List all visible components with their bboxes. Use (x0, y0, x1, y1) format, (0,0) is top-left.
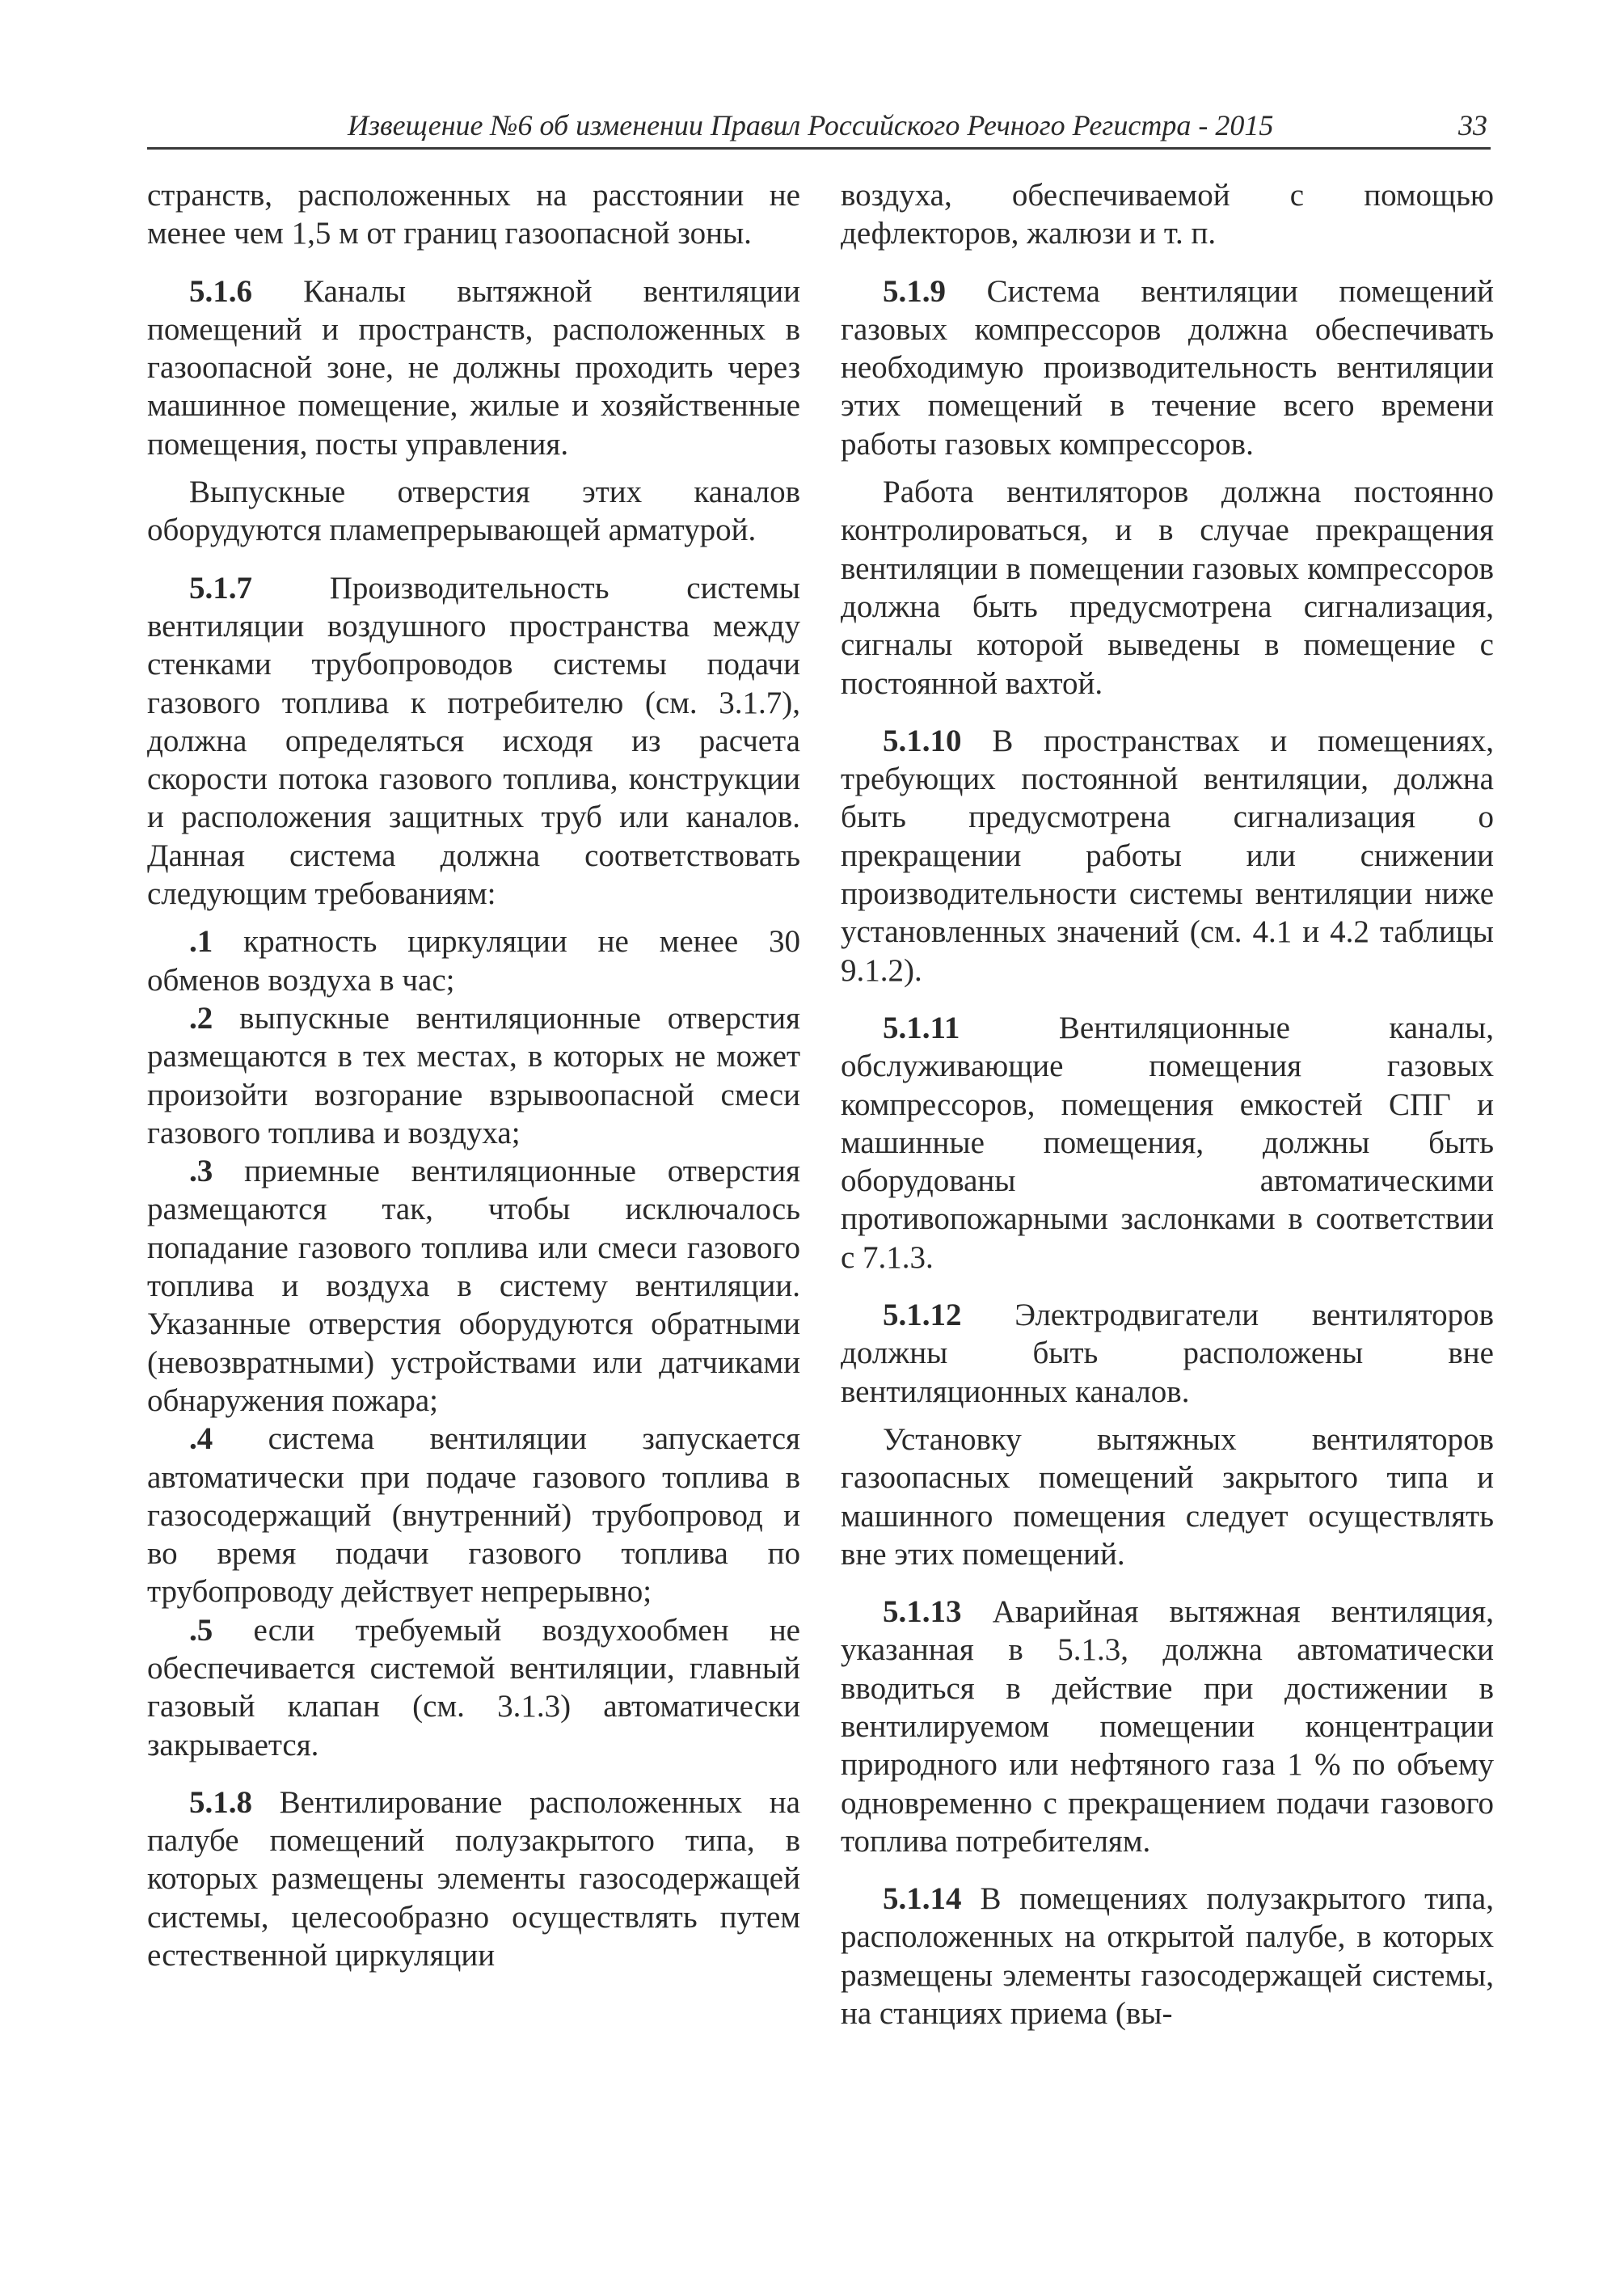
paragraph-text: Каналы вытяжной вентиляции помещений и пространств, расположенных в газоопасной зоне, не должны проходить через машинное помещение, жилые и хозяйственные помещения, посты управления. (147, 273, 800, 462)
paragraph-5-1-6 (147, 272, 800, 463)
list-item-text: приемные вентиляционные отверстия размещаются так, чтобы исключалось попадание газового топлива или смеси газового топлива и воздуха в систему вентиляции. Указанные отверстия оборудуются обратными (невозвратными) устройствами или датчиками обнаружения пожара; (147, 1154, 800, 1418)
paragraph-5-1-11 (841, 1009, 1494, 1277)
paragraph-5-1-12 (841, 1296, 1494, 1411)
list-item (147, 1420, 800, 1610)
paragraph-text: В помещениях полузакрытого типа, расположенных на открытой палубе, в которых размещены элементы газосодержащей системы, на станциях приема (вы- (841, 1881, 1494, 2032)
list-item (147, 922, 800, 999)
paragraph-text: Вентиляционные каналы, обслуживающие помещения газовых компрессоров, помещения емкостей СПГ и машинные помещения, должны быть оборудованы автоматическими противопожарными заслонками в соответствии с 7.1.3. (841, 1010, 1494, 1275)
list-item-number: .4 (189, 1421, 213, 1457)
paragraph-number: 5.1.9 (883, 273, 946, 309)
paragraph-number: 5.1.6 (189, 273, 252, 309)
paragraph-5-1-13 (841, 1593, 1494, 1860)
paragraph-number: 5.1.11 (883, 1010, 960, 1045)
paragraph-continuation: воздуха, обеспечиваемой с помощью дефлекторов, жалюзи и т. п. (841, 178, 1494, 251)
page-number: 33 (1458, 109, 1487, 141)
paragraph-text: Система вентиляции помещений газовых компрессоров должна обеспечивать необходимую производительность вентиляции этих помещений в течение всего времени работы газовых компрессоров. (841, 273, 1494, 462)
paragraph-5-1-10 (841, 722, 1494, 990)
paragraph-5-1-7 (147, 569, 800, 914)
list-item-text: если требуемый воздухообмен не обеспечивается системой вентиляции, главный газовый клапан (см. 3.1.3) автоматически закрывается. (147, 1612, 800, 1762)
paragraph-number: 5.1.8 (189, 1784, 252, 1820)
paragraph-5-1-9-extra: Работа вентиляторов должна постоянно контролироваться, и в случае прекращения вентиляции в помещении газовых компрессоров должна быть предусмотрена сигнализация, сигналы которой выведены в помещение с постоянной вахтой. (841, 475, 1494, 701)
list-item-number: .3 (189, 1154, 213, 1189)
paragraph-text: Производительность системы вентиляции воздушного пространства между стенками трубопроводов системы подачи газового топлива к потребителю (см. 3.1.7), должна определяться исходя из расчета скорости потока газового топлива, конструкции и расположения защитных труб или каналов. Данная система должна соответствовать следующим требованиям: (147, 570, 800, 912)
paragraph-number: 5.1.12 (883, 1298, 962, 1333)
paragraph-text: Вентилирование расположенных на палубе помещений полузакрытого типа, в которых размещены элементы газосодержащей системы, целесообразно осуществлять путем естественной циркуляции (147, 1784, 800, 1973)
list-item-number: .5 (189, 1612, 213, 1648)
paragraph-text: Аварийная вытяжная вентиляция, указанная в 5.1.3, должна автоматически вводиться в действие при достижении в вентилируемом помещении концентрации природного или нефтяного газа 1 % по объему одновременно с прекращением подачи газового топлива потребителям. (841, 1594, 1494, 1859)
list-item (147, 1611, 800, 1764)
list-item (147, 999, 800, 1152)
paragraph-5-1-12-extra: Установку вытяжных вентиляторов газоопасных помещений закрытого типа и машинного помещения следует осуществлять вне этих помещений. (841, 1421, 1494, 1572)
right-column (841, 176, 1494, 2032)
paragraph-5-1-14 (841, 1880, 1494, 2032)
paragraph-5-1-9 (841, 272, 1494, 463)
paragraph-text: Электродвигатели вентиляторов должны быть расположены вне вентиляционных каналов. (841, 1298, 1494, 1409)
paragraph-number: 5.1.13 (883, 1594, 962, 1630)
paragraph-text: В пространствах и помещениях, требующих постоянной вентиляции, должна быть предусмотрена сигнализация о прекращении работы или снижении производительности системы вентиляции ниже установленных значений (см. 4.1 и 4.2 таблицы 9.1.2). (841, 723, 1494, 988)
paragraph-5-1-8 (147, 1783, 800, 1974)
running-header (147, 105, 1491, 150)
paragraph-number: 5.1.10 (883, 723, 962, 758)
list-item-text: кратность циркуляции не менее 30 обменов воздуха в час; (147, 924, 800, 998)
paragraph-number: 5.1.7 (189, 570, 252, 606)
list-item-text: система вентиляции запускается автоматически при подаче газового топлива в газосодержащий (внутренний) трубопровод и во время подачи газового топлива по трубопроводу действует непрерывно; (147, 1421, 800, 1610)
header-title: Извещение №6 об изменении Правил Российского Речного Регистра - 2015 (348, 109, 1274, 141)
paragraph-continuation: странств, расположенных на расстоянии не менее чем 1,5 м от границ газоопасной зоны. (147, 178, 800, 251)
paragraph-5-1-6-extra: Выпускные отверстия этих каналов оборудуются пламепрерывающей арматурой. (147, 475, 800, 548)
list-item-number: .2 (189, 1000, 213, 1036)
list-item (147, 1152, 800, 1420)
paragraph-number: 5.1.14 (883, 1881, 962, 1917)
list-item-text: выпускные вентиляционные отверстия размещаются в тех местах, в которых не может произойти возгорание взрывоопасной смеси газового топлива и воздуха; (147, 1000, 800, 1150)
left-column (147, 176, 800, 1974)
list-item-number: .1 (189, 924, 213, 960)
